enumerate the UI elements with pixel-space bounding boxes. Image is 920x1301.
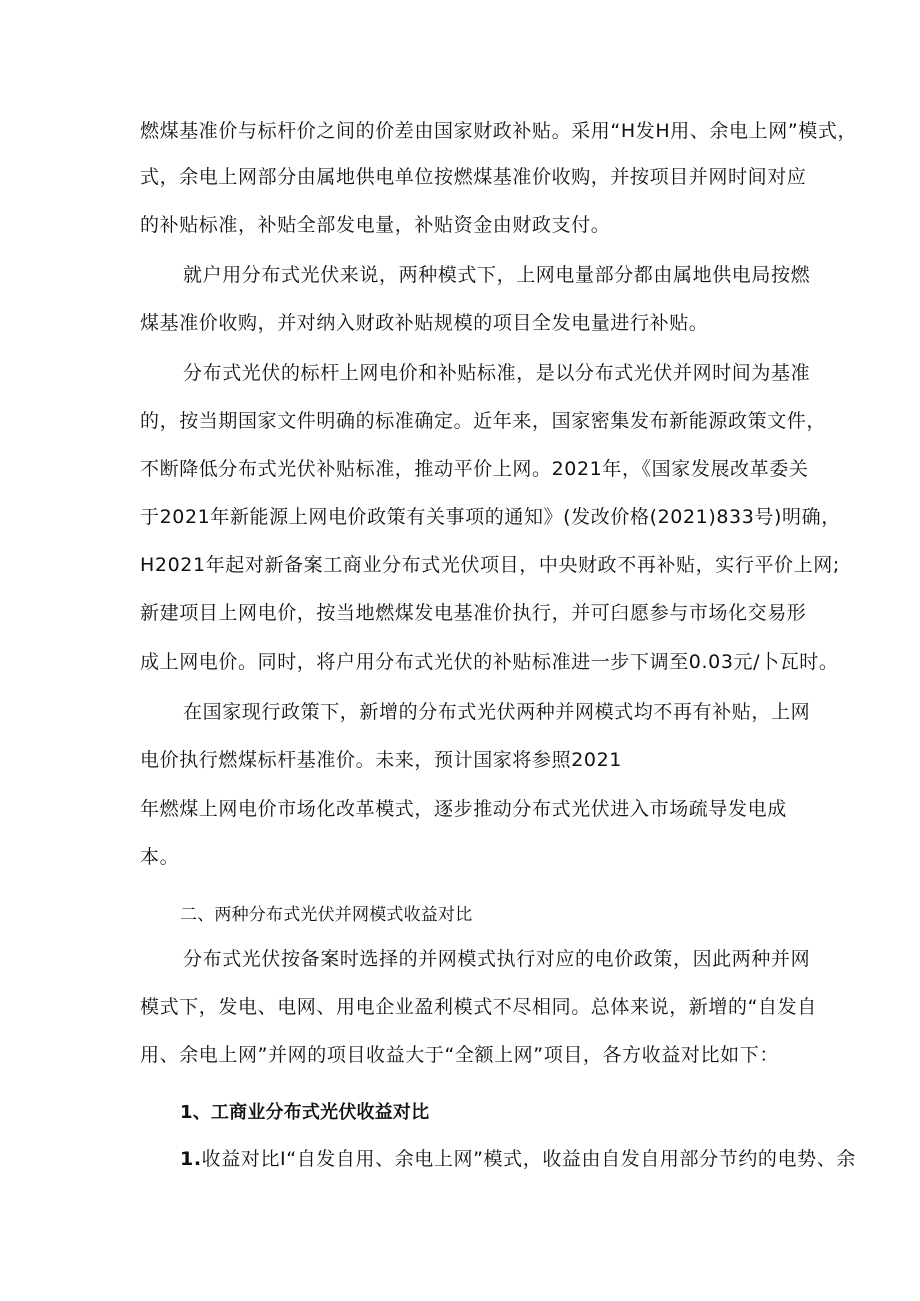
text-line-16: 本。 bbox=[140, 846, 180, 868]
item-text: 收益对比I“自发自用、余电上网”模式，收益由自发自用部分节约的电势、余 bbox=[201, 1148, 856, 1170]
subsection-heading-1: 1、工商业分布式光伏收益对比 bbox=[180, 1102, 430, 1123]
text-line-10: H2021年起对新备案工商业分布式光伏项目，中央财政不再补贴，实行平价上网; bbox=[140, 554, 840, 576]
text-line-4: 就户用分布式光伏来说，两种模式下，上网电量部分都由属地供电局按燃 bbox=[183, 264, 811, 286]
text-line-6: 分布式光伏的标杆上网电价和补贴标准，是以分布式光伏并网时间为基准 bbox=[183, 362, 811, 384]
text-line-2: 式，余电上网部分由属地供电单位按燃煤基准价收购，并按项目并网时间对应 bbox=[140, 166, 807, 188]
text-line-18: 模式下，发电、电网、用电企业盈利模式不尽相同。总体来说，新增的“自发自 bbox=[140, 996, 817, 1018]
text-line-17: 分布式光伏按备案时选择的并网模式执行对应的电价政策，因此两种并网 bbox=[183, 948, 811, 970]
text-line-15: 年燃煤上网电价市场化改革模式，逐步推动分布式光伏进入市场疏导发电成 bbox=[140, 798, 787, 820]
section-heading-2: 二、两种分布式光伏并网模式收益对比 bbox=[180, 905, 473, 925]
text-line-1: 燃煤基准价与标杆价之间的价差由国家财政补贴。采用“H发H用、余电上网”模式， bbox=[140, 120, 858, 142]
text-line-19: 用、余电上网”并网的项目收益大于“全额上网”项目，各方收益对比如下： bbox=[140, 1044, 779, 1066]
text-line-3: 的补贴标准，补贴全部发电量，补贴资金由财政支付。 bbox=[140, 214, 611, 236]
text-line-12: 成上网电价。同时，将户用分布式光伏的补贴标准进一步下调至0.03元/卜瓦时。 bbox=[140, 651, 839, 673]
item-number: 1. bbox=[180, 1148, 202, 1170]
text-line-11: 新建项目上网电价，按当地燃煤发电基准价执行，并可臼愿参与市场化交易形 bbox=[140, 602, 807, 624]
text-line-7: 的，按当期国家文件明确的标准确定。近年来，国家密集发布新能源政策文件， bbox=[140, 410, 827, 432]
text-line-20 bbox=[180, 1146, 856, 1172]
text-line-14: 电价执行燃煤标杆基准价。未来，预计国家将参照2021 bbox=[140, 749, 622, 771]
text-line-9: 于2021年新能源上网电价政策有关事项的通知》(发改价格(2021)833号)明确， bbox=[140, 506, 841, 528]
text-line-13: 在国家现行政策下，新增的分布式光伏两种并网模式均不再有补贴，上网 bbox=[183, 701, 811, 723]
text-line-8: 不断降低分布式光伏补贴标准，推动平价上网。2021年，《国家发展改革委关 bbox=[140, 458, 809, 480]
text-line-5: 煤基准价收购，并对纳入财政补贴规模的项目全发电量进行补贴。 bbox=[140, 312, 709, 334]
